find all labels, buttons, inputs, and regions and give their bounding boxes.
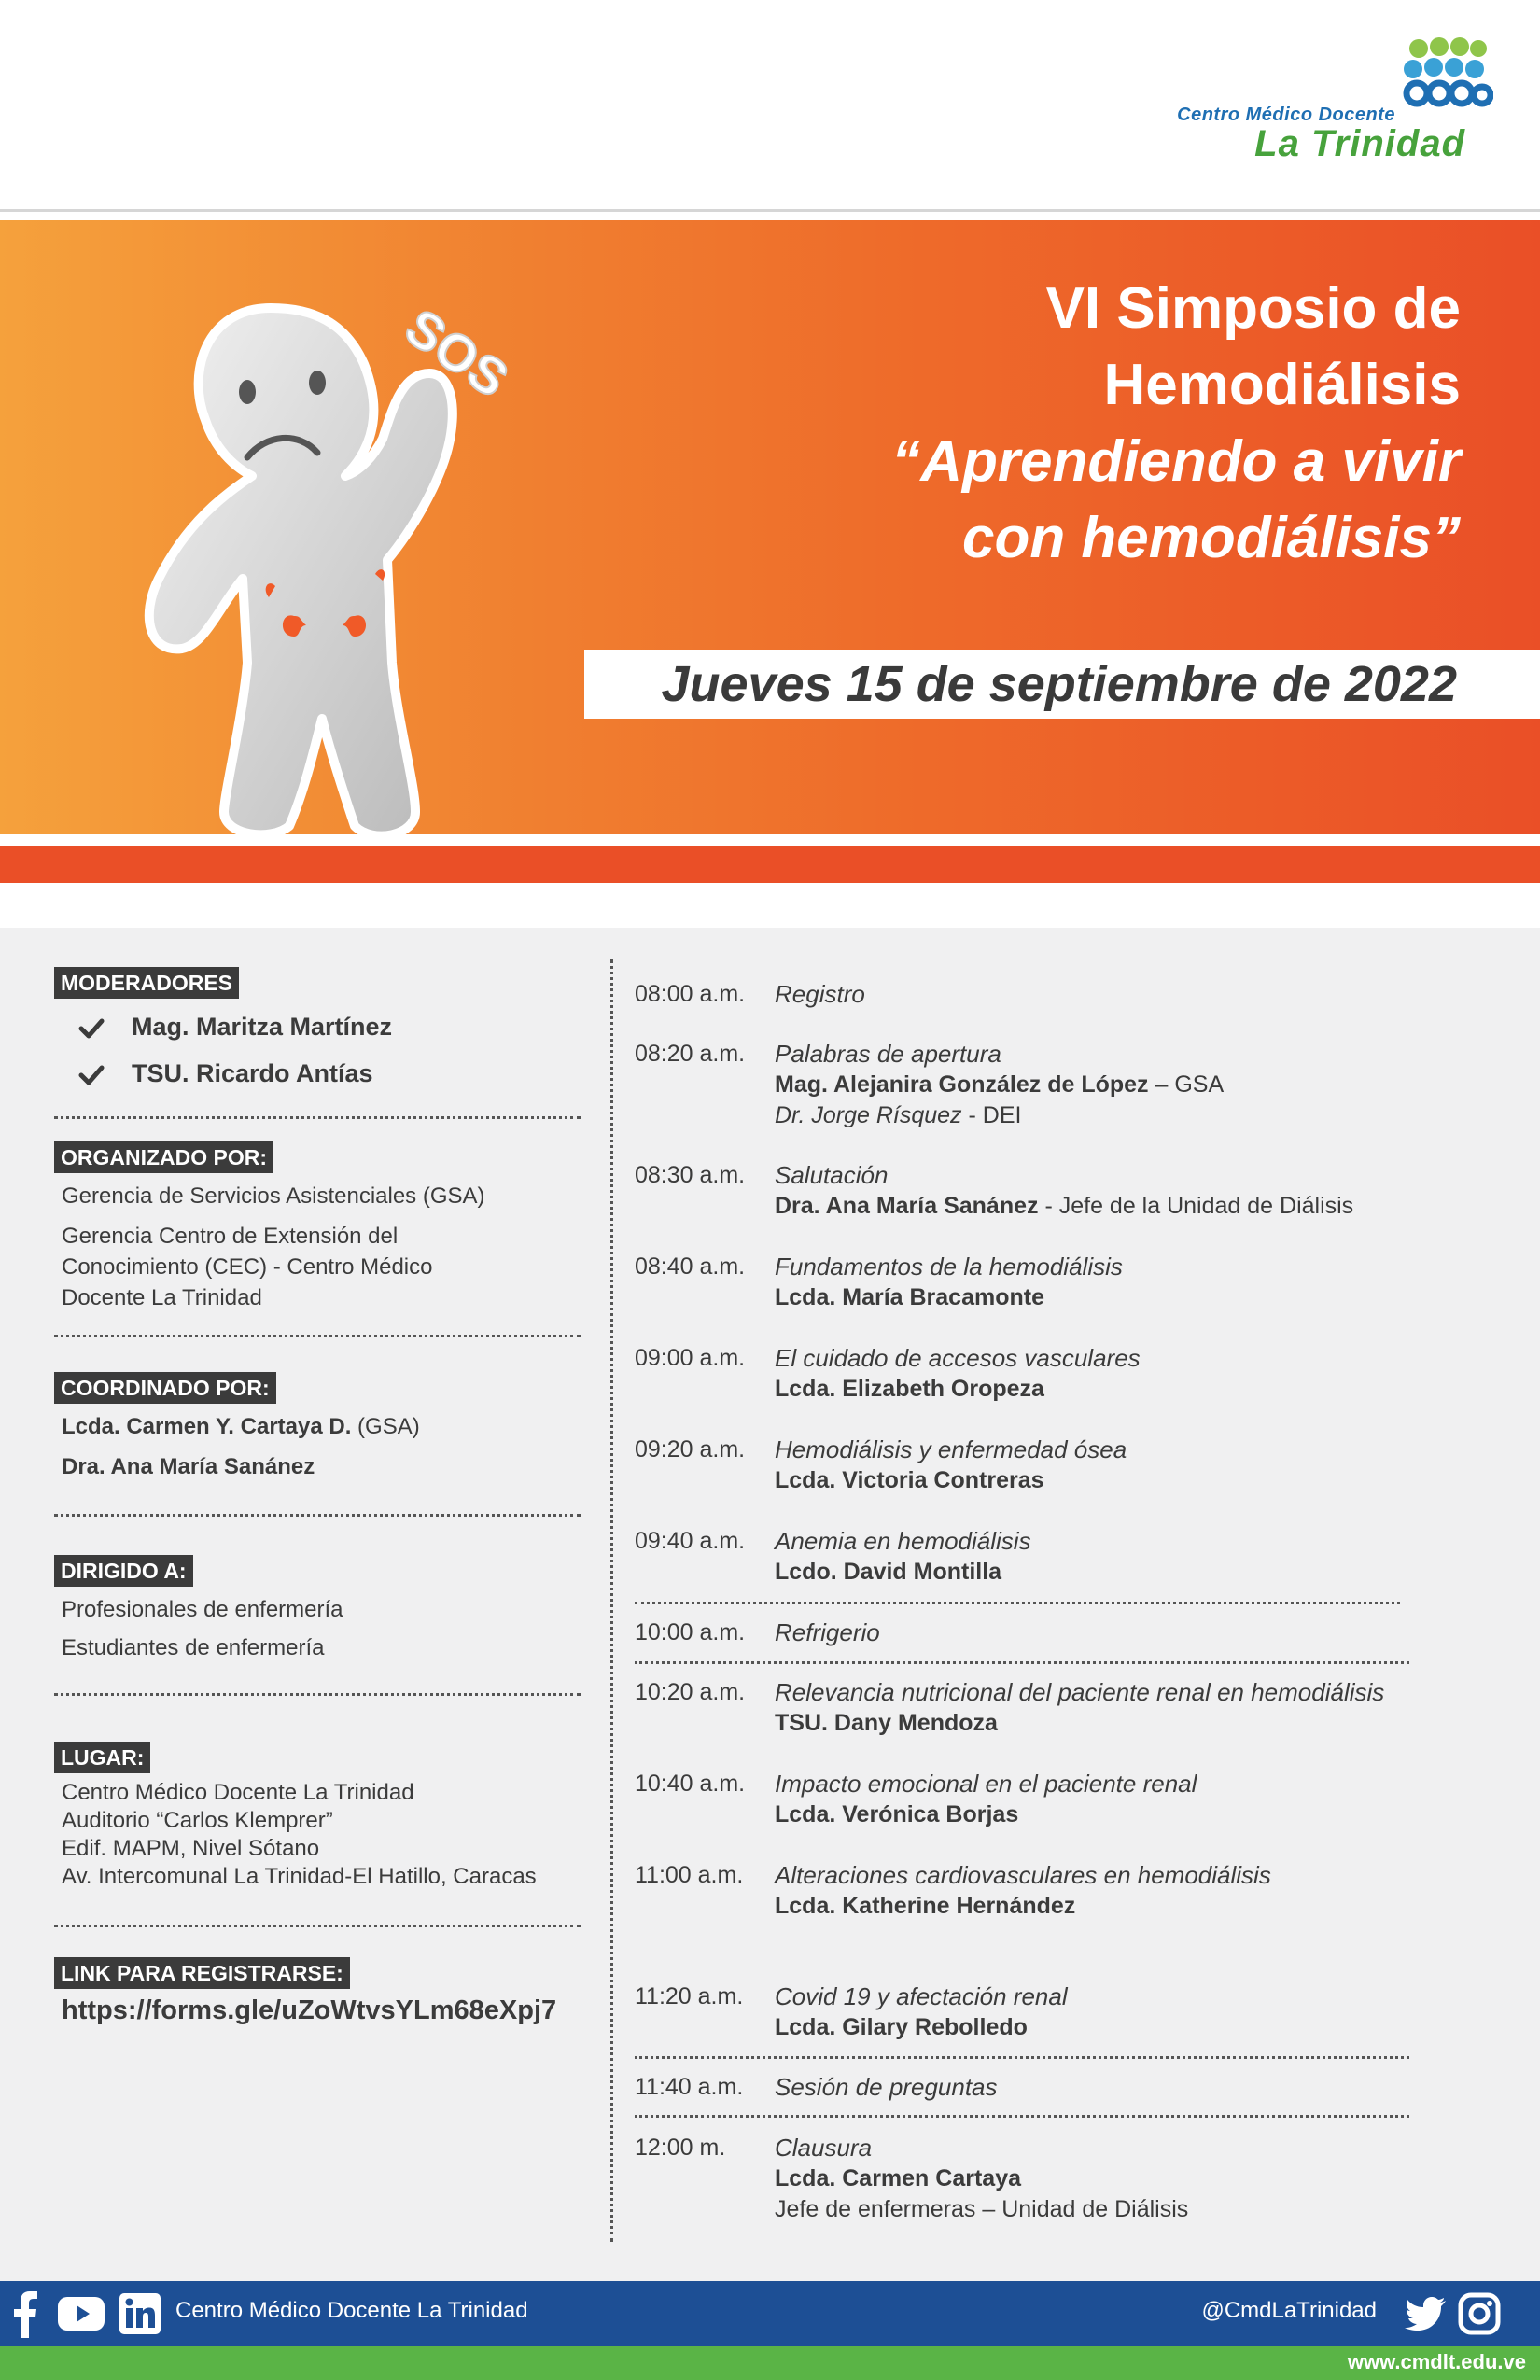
speaker-role: - DEI xyxy=(961,1102,1022,1128)
venue-text: Auditorio “Carlos Klemprer” xyxy=(62,1808,333,1833)
sos-text: SOS xyxy=(395,297,520,409)
schedule-title: Registro xyxy=(775,980,865,1008)
schedule-title: Salutación xyxy=(775,1161,889,1189)
dirigido-label: DIRIGIDO A: xyxy=(54,1555,193,1587)
speaker-name: TSU. Dany Mendoza xyxy=(775,1710,998,1736)
schedule-time: 09:20 a.m. xyxy=(635,1436,746,1463)
speaker-role: Jefe de enfermeras – Unidad de Diálisis xyxy=(775,2196,1189,2222)
banner-strip xyxy=(0,846,1540,883)
logo-text-line2: La Trinidad xyxy=(1254,123,1465,164)
schedule-time: 08:40 a.m. xyxy=(635,1253,746,1280)
event-title-line2: Hemodiálisis xyxy=(1103,353,1461,417)
link-label: LINK PARA REGISTRARSE: xyxy=(54,1957,350,1989)
schedule-separator xyxy=(635,1602,1400,1604)
footer-social-handle[interactable]: @CmdLaTrinidad xyxy=(1201,2298,1377,2323)
separator xyxy=(54,1335,581,1337)
twitter-icon[interactable] xyxy=(1405,2297,1446,2331)
audience-text: Estudiantes de enfermería xyxy=(62,1635,325,1660)
schedule-title: Palabras de apertura xyxy=(775,1040,1001,1068)
speaker-name: Lcdo. David Montilla xyxy=(775,1559,1002,1585)
schedule-time: 12:00 m. xyxy=(635,2135,726,2161)
schedule-title: Fundamentos de la hemodiálisis xyxy=(775,1253,1123,1281)
schedule-title: Impacto emocional en el paciente renal xyxy=(775,1770,1197,1798)
speaker-role: - Jefe de la Unidad de Diálisis xyxy=(1038,1193,1354,1219)
speaker-name: Mag. Alejanira González de López xyxy=(775,1071,1149,1098)
event-subtitle-line1: “Aprendiendo a vivir xyxy=(891,429,1461,494)
moderator-name: TSU. Ricardo Antías xyxy=(132,1059,373,1087)
event-subtitle-line2: con hemodiálisis” xyxy=(961,506,1461,570)
speaker-name: Lcda. Elizabeth Oropeza xyxy=(775,1376,1044,1402)
lugar-label: LUGAR: xyxy=(54,1742,150,1773)
check-icon xyxy=(78,1062,105,1088)
event-subtitle xyxy=(653,424,1461,577)
schedule-time: 11:40 a.m. xyxy=(635,2074,744,2100)
coordinator-2-name: Dra. Ana María Sanánez xyxy=(62,1454,315,1479)
schedule-speaker xyxy=(775,1191,1353,1222)
schedule-title: Relevancia nutricional del paciente renal en hemodiálisis xyxy=(775,1678,1385,1706)
speaker-role: – GSA xyxy=(1148,1071,1225,1098)
schedule-title: Sesión de preguntas xyxy=(775,2073,998,2101)
instagram-icon[interactable] xyxy=(1458,2292,1501,2335)
schedule-time: 08:20 a.m. xyxy=(635,1041,746,1067)
moderator-name: Mag. Maritza Martínez xyxy=(132,1013,393,1041)
schedule-speaker xyxy=(775,1100,1021,1131)
schedule-time: 08:30 a.m. xyxy=(635,1162,746,1188)
venue-text: Centro Médico Docente La Trinidad xyxy=(62,1780,414,1805)
organizer-text: Conocimiento (CEC) - Centro Médico xyxy=(62,1254,433,1280)
schedule-time: 10:00 a.m. xyxy=(635,1619,746,1645)
separator xyxy=(54,1693,581,1696)
schedule-title: Anemia en hemodiálisis xyxy=(775,1527,1031,1555)
check-icon xyxy=(78,1015,105,1042)
footer-website[interactable]: www.cmdlt.edu.ve xyxy=(1347,2350,1526,2373)
moderadores-label: MODERADORES xyxy=(54,967,239,999)
separator xyxy=(54,1925,581,1927)
speaker-name: Lcda. Katherine Hernández xyxy=(775,1893,1076,1919)
event-title-line1: VI Simposio de xyxy=(1045,276,1461,341)
event-date: Jueves 15 de septiembre de 2022 xyxy=(661,656,1457,712)
youtube-icon[interactable] xyxy=(58,2297,105,2331)
speaker-name: Lcda. Victoria Contreras xyxy=(775,1467,1044,1493)
schedule-time: 11:20 a.m. xyxy=(635,1983,744,2009)
registration-link[interactable]: https://forms.gle/uZoWtvsYLm68eXpj7 xyxy=(62,1995,557,2025)
sos-figure-illustration xyxy=(131,271,597,849)
schedule-time: 09:40 a.m. xyxy=(635,1528,746,1554)
schedule-title: Alteraciones cardiovasculares en hemodiálisis xyxy=(775,1861,1271,1889)
schedule-speaker xyxy=(775,1070,1224,1100)
organizer-text: Gerencia Centro de Extensión del xyxy=(62,1224,399,1249)
schedule-separator xyxy=(635,2056,1409,2059)
logo-mark-icon xyxy=(1400,35,1493,129)
organizer-text: Gerencia de Servicios Asistenciales (GSA) xyxy=(62,1183,485,1209)
organizer-text: Docente La Trinidad xyxy=(62,1285,262,1310)
separator xyxy=(54,1514,581,1517)
linkedin-icon[interactable] xyxy=(119,2293,161,2334)
speaker-name: Lcda. Gilary Rebolledo xyxy=(775,2014,1028,2040)
speaker-name: Dra. Ana María Sanánez xyxy=(775,1193,1039,1219)
organizado-label: ORGANIZADO POR: xyxy=(54,1141,273,1173)
coordinator-1-suffix: (GSA) xyxy=(351,1414,420,1439)
schedule-separator xyxy=(635,1661,1409,1664)
schedule-time: 10:20 a.m. xyxy=(635,1679,746,1705)
footer-institution-name: Centro Médico Docente La Trinidad xyxy=(175,2298,528,2323)
schedule-title: Clausura xyxy=(775,2134,873,2162)
audience-text: Profesionales de enfermería xyxy=(62,1597,343,1622)
logo-text-line1: Centro Médico Docente xyxy=(1177,105,1395,125)
speaker-name: Dr. Jorge Rísquez xyxy=(775,1102,962,1128)
schedule-title: Covid 19 y afectación renal xyxy=(775,1982,1068,2010)
schedule-title: El cuidado de accesos vasculares xyxy=(775,1344,1141,1372)
speaker-name: Lcda. Carmen Cartaya xyxy=(775,2165,1022,2191)
schedule-time: 10:40 a.m. xyxy=(635,1771,746,1797)
schedule-time: 08:00 a.m. xyxy=(635,981,746,1007)
schedule-title: Refrigerio xyxy=(775,1618,880,1646)
schedule-separator xyxy=(635,2115,1409,2118)
coordinator-1-name: Lcda. Carmen Y. Cartaya D. xyxy=(62,1414,352,1439)
event-title xyxy=(653,271,1461,424)
coordinator-1 xyxy=(62,1411,420,1442)
facebook-icon[interactable] xyxy=(13,2291,37,2338)
separator xyxy=(54,1116,581,1119)
speaker-name: Lcda. Verónica Borjas xyxy=(775,1801,1019,1827)
schedule-time: 09:00 a.m. xyxy=(635,1345,746,1371)
venue-text: Av. Intercomunal La Trinidad-El Hatillo, Caracas xyxy=(62,1864,537,1889)
speaker-name: Lcda. María Bracamonte xyxy=(775,1284,1044,1310)
vertical-divider xyxy=(610,959,613,2242)
coordinado-label: COORDINADO POR: xyxy=(54,1372,276,1404)
venue-text: Edif. MAPM, Nivel Sótano xyxy=(62,1836,320,1861)
schedule-title: Hemodiálisis y enfermedad ósea xyxy=(775,1435,1127,1463)
schedule-time: 11:00 a.m. xyxy=(635,1862,744,1888)
